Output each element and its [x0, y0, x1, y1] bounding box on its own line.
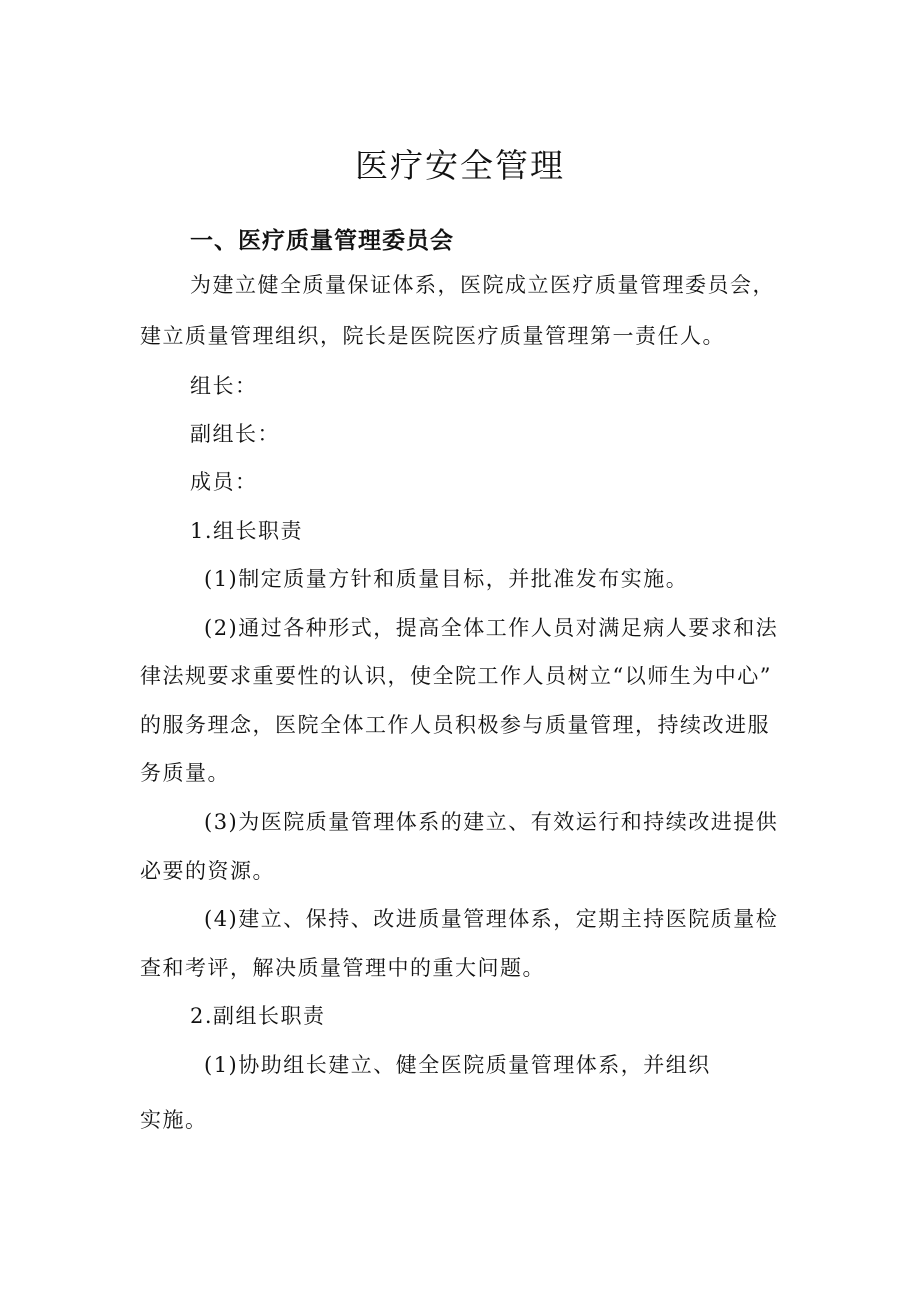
deputy-duties-heading: 2.副组长职责 [190, 1004, 326, 1028]
member-deputy-label: 副组长： [190, 422, 280, 446]
leader-duty-2-line-2: 律法规要求重要性的认识，使全院工作人员树立“以师生为中心” [140, 664, 772, 688]
leader-duties-heading: 1.组长职责 [190, 519, 304, 543]
section-heading: 一、医疗质量管理委员会 [190, 228, 454, 254]
document-title: 医疗安全管理 [355, 146, 565, 185]
deputy-duty-1-line-1: (1)协助组长建立、健全医院质量管理体系，并组织 [204, 1053, 711, 1077]
leader-duty-2-line-3: 的服务理念，医院全体工作人员积极参与质量管理，持续改进服 [140, 713, 770, 737]
intro-line-1: 为建立健全质量保证体系，医院成立医疗质量管理委员会， [190, 273, 775, 297]
leader-duty-1: (1)制定质量方针和质量目标，并批准发布实施。 [204, 567, 689, 591]
leader-duty-3-line-1: (3)为医院质量管理体系的建立、有效运行和持续改进提供 [204, 810, 779, 834]
leader-duty-4-line-2: 查和考评，解决质量管理中的重大问题。 [140, 956, 545, 980]
member-staff-label: 成员： [190, 470, 258, 494]
member-leader-label: 组长： [190, 374, 258, 398]
leader-duty-2-line-1: (2)通过各种形式，提高全体工作人员对满足病人要求和法 [204, 616, 779, 640]
leader-duty-4-line-1: (4)建立、保持、改进质量管理体系，定期主持医院质量检 [204, 907, 779, 931]
intro-line-2: 建立质量管理组织，院长是医院医疗质量管理第一责任人。 [140, 324, 725, 348]
leader-duty-3-line-2: 必要的资源。 [140, 859, 275, 883]
leader-duty-2-line-4: 务质量。 [140, 761, 230, 785]
deputy-duty-1-line-2: 实施。 [140, 1108, 208, 1132]
